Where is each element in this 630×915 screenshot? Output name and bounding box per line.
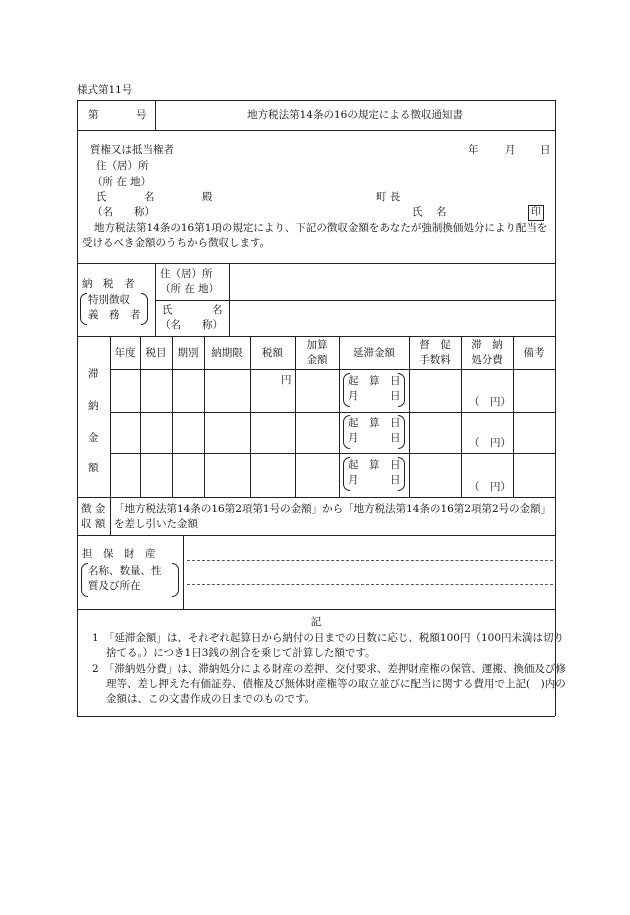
addressee-address-alt: （所 在 地） bbox=[92, 176, 152, 188]
obligor-label: 義 務 者 bbox=[88, 309, 141, 321]
header-tax-item: 税目 bbox=[145, 347, 167, 359]
collateral-label: 担 保 財 産 bbox=[82, 548, 156, 560]
date-month: 月 bbox=[505, 144, 516, 156]
addressee-role: 質権又は抵当権者 bbox=[90, 144, 174, 156]
collateral-sublabel-2: 質及び所在 bbox=[88, 580, 141, 592]
number-label-right: 号 bbox=[136, 109, 147, 121]
note-2: 2 「滞納処分費」は、滞納処分による財産の差押、交付要求、差押財産権の保管、運搬、換価及び修理等、差し押えた有価証券、債権及び無体財産権等の取立並びに配当に関する費用で上記( )内の金額は、この文書作成の日までのものです。 bbox=[92, 663, 566, 705]
header-period: 期別 bbox=[177, 347, 199, 359]
taxpayer-name-alt: （名 称） bbox=[160, 319, 223, 331]
mayor-label: 町 長 bbox=[376, 191, 401, 203]
header-year: 年度 bbox=[114, 347, 136, 359]
arrears-side-label-2: 納 bbox=[88, 400, 99, 412]
collateral-sublabel-1: 名称、数量、性 bbox=[88, 565, 162, 577]
row3-start-day: 起 算 日 bbox=[348, 459, 401, 471]
addressee-address: 住（居）所 bbox=[96, 160, 149, 172]
row2-disposition-yen: （ 円） bbox=[469, 437, 511, 449]
taxpayer-address: 住（居）所 bbox=[160, 268, 213, 280]
addressee-name-b: 名 bbox=[144, 191, 155, 203]
collection-description: 「地方税法第14条の16第2項第1号の金額」から「地方税法第14条の16第2項第2号の金額」を差し引いた金額 bbox=[114, 503, 552, 530]
date-year: 年 bbox=[468, 144, 479, 156]
taxpayer-name-a: 氏 bbox=[162, 304, 173, 316]
form-number: 様式第11号 bbox=[77, 84, 133, 96]
seal-stamp-box: 印 bbox=[528, 205, 544, 221]
signature-name-b: 名 bbox=[436, 206, 447, 218]
collection-label-2: 収 額 bbox=[81, 518, 106, 530]
row1-month-day: 月 日 bbox=[348, 390, 401, 402]
frame-right bbox=[555, 100, 556, 716]
row1-disposition-yen: （ 円） bbox=[469, 396, 511, 408]
header-reminder-2: 手数料 bbox=[419, 354, 451, 366]
taxpayer-address-alt: （所 在 地） bbox=[160, 283, 220, 295]
header-disposition-2: 処分費 bbox=[471, 354, 503, 366]
arrears-side-label-1: 滞 bbox=[88, 368, 99, 380]
header-surcharge-1: 加算 bbox=[306, 339, 328, 351]
special-collection-label: 特別徴収 bbox=[88, 294, 130, 306]
row1-start-day: 起 算 日 bbox=[348, 375, 401, 387]
row3-month-day: 月 日 bbox=[348, 474, 401, 486]
notice-body-text: 地方税法第14条の16第1項の規定により、下記の徴収金額をあなたが強制換価処分により配当を受けるべき金額のうちから徴収します。 bbox=[82, 222, 548, 249]
taxpayer-name-b: 名 bbox=[212, 304, 223, 316]
yen-unit: 円 bbox=[281, 374, 292, 386]
header-surcharge-2: 金額 bbox=[306, 354, 328, 366]
header-tax-amount: 税額 bbox=[262, 347, 283, 359]
header-disposition-1: 滞 納 bbox=[471, 339, 503, 351]
form-title: 地方税法第14条の16の規定による徴収通知書 bbox=[247, 109, 463, 121]
row2-start-day: 起 算 日 bbox=[348, 417, 401, 429]
header-late-fee: 延滞金額 bbox=[353, 347, 395, 359]
taxpayer-label: 納 税 者 bbox=[82, 278, 135, 290]
header-remarks: 備考 bbox=[523, 347, 545, 359]
addressee-name-a: 氏 bbox=[96, 191, 107, 203]
header-deadline: 納期限 bbox=[211, 347, 243, 359]
number-label-left: 第 bbox=[88, 109, 99, 121]
arrears-side-label-4: 額 bbox=[88, 462, 99, 474]
row3-disposition-yen: （ 円） bbox=[469, 481, 511, 493]
arrears-side-label-3: 金 bbox=[88, 432, 99, 444]
note-1: 1 「延滞金額」は、それぞれ起算日から納付の日までの日数に応じ、税額100円（100円未満は切り捨てる。）につき1日3銭の割合を乗じて計算した額です。 bbox=[92, 632, 565, 659]
header-reminder-1: 督 促 bbox=[419, 339, 451, 351]
date-day: 日 bbox=[540, 144, 551, 156]
addressee-honorific: 殿 bbox=[202, 191, 213, 203]
signature-name-a: 氏 bbox=[412, 206, 423, 218]
notes-heading: 記 bbox=[310, 616, 322, 628]
addressee-name-alt: （名 称） bbox=[92, 206, 155, 218]
row2-month-day: 月 日 bbox=[348, 432, 401, 444]
collection-label-1: 徴 金 bbox=[81, 503, 106, 515]
